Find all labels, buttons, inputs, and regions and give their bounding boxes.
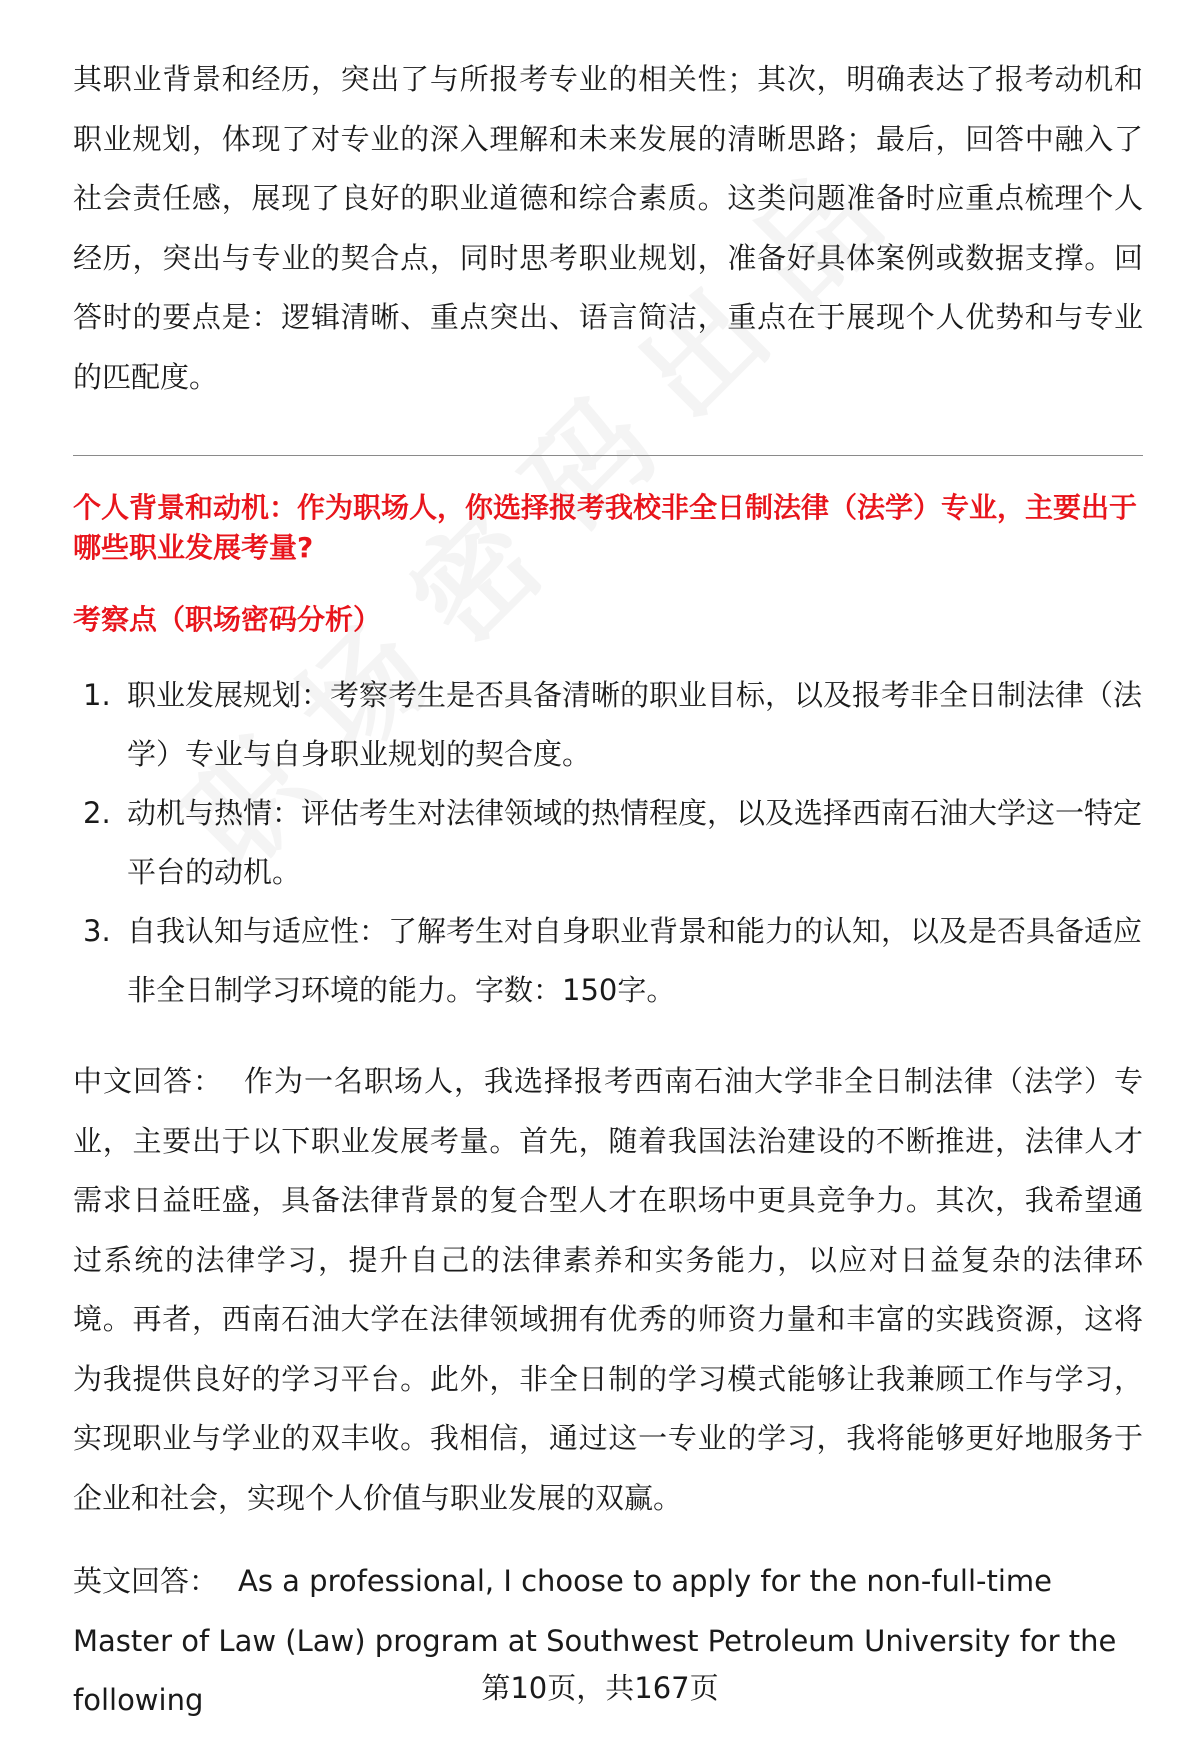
page-number-footer: 第10页，共167页 (481, 1671, 719, 1705)
list-item-text: 自我认知与适应性：了解考生对自身职业背景和能力的认知，以及是否具备适应非全日制学习环境的能力。字数：150字。 (127, 914, 1143, 1007)
section-heading: 考察点（职场密码分析） (73, 603, 382, 636)
question-title: 个人背景和动机：作为职场人，你选择报考我校非全日制法律（法学）专业，主要出于哪些职业发展考量? (73, 491, 1138, 564)
chinese-answer (73, 1052, 1143, 1528)
list-item-number: 3. (83, 914, 111, 948)
list-item-text: 动机与热情：评估考生对法律领域的热情程度，以及选择西南石油大学这一特定平台的动机。 (127, 796, 1143, 889)
list-item-text: 职业发展规划：考察考生是否具备清晰的职业目标，以及报考非全日制法律（法学）专业与自身职业规划的契合度。 (127, 678, 1143, 771)
document-page (73, 0, 1143, 1755)
list-item (73, 666, 1143, 784)
chinese-answer-text: 作为一名职场人，我选择报考西南石油大学非全日制法律（法学）专业，主要出于以下职业发展考量。首先，随着我国法治建设的不断推进，法律人才需求日益旺盛，具备法律背景的复合型人才在职场中更具竞争力。其次，我希望通过系统的法律学习，提升自己的法律素养和实务能力，以应对日益复杂的法律环境。再者，西南石油大学在法律领域拥有优秀的师资力量和丰富的实践资源，这将为我提供良好的学习平台。此外，非全日制的学习模式能够让我兼顾工作与学习，实现职业与学业的双丰收。我相信，通过这一专业的学习，我将能够更好地服务于企业和社会，实现个人价值与职业发展的双赢。 (73, 1064, 1143, 1515)
chinese-answer-label: 中文回答： (73, 1064, 223, 1098)
list-item-number: 2. (83, 796, 111, 830)
list-item (73, 902, 1143, 1020)
intro-paragraph: 其职业背景和经历，突出了与所报考专业的相关性；其次，明确表达了报考动机和职业规划，体现了对专业的深入理解和未来发展的清晰思路；最后，回答中融入了社会责任感，展现了良好的职业道德和综合素质。这类问题准备时应重点梳理个人经历，突出与专业的契合点，同时思考职业规划，准备好具体案例或数据支撑。回答时的要点是：逻辑清晰、重点突出、语言简洁，重点在于展现个人优势和与专业的匹配度。 (73, 62, 1143, 394)
assessment-points-list (73, 666, 1143, 1020)
english-answer-text: As a professional, I choose to apply for the non-full-time Master of Law (Law) program at Southwest Petroleum University for the following (73, 1564, 1117, 1717)
list-item (73, 784, 1143, 902)
list-item-number: 1. (83, 678, 111, 712)
section-divider (73, 455, 1143, 456)
english-answer-label: 英文回答： (73, 1564, 219, 1598)
